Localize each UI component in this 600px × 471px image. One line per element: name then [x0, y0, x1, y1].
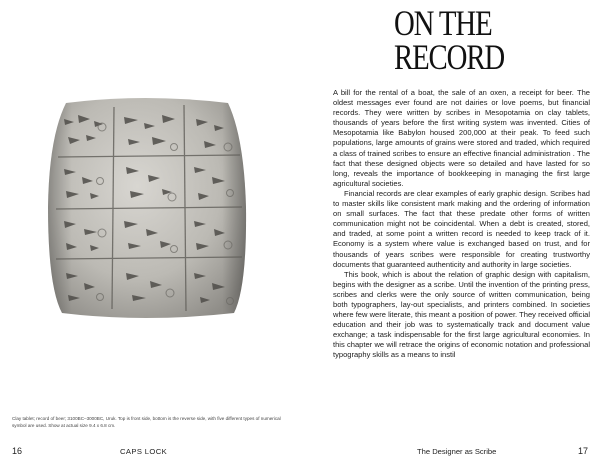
paragraph: This book, which is about the relation of graphic design with capitalism, begins with the designer as a scribe. Until the invention of the printing press, scribes and clerks were the only source of written communication, being both typographers, lay-out specialists, and printers combined. In societies where few were literate, this meant a position of power. They received official education and their job was to systematically track and document value exchange; a task indispensable for the first large agricultural economies. In this chapter we will retrace the origins of economic notation and professional typography skills as a means to instil: [333, 269, 590, 360]
body-text: [333, 88, 590, 361]
running-head-left: CAPS LOCK: [120, 447, 168, 456]
clay-tablet-image: [44, 97, 250, 320]
chapter-title-line-2: RECORD: [394, 37, 505, 77]
right-page: [300, 0, 600, 471]
figure-caption: Clay tablet; record of beer; 3100BC–3000BC, Uruk. Top is front side, bottom is the reverse side, with five different types of numerical symbol are used. Show at actual size 9.4 x 6.8 cm.: [12, 416, 281, 428]
chapter-title-line-1: ON THE: [394, 3, 492, 43]
chapter-title: [394, 3, 554, 77]
running-head-right: The Designer as Scribe: [417, 447, 497, 456]
paragraph: A bill for the rental of a boat, the sale of an oxen, a receipt for beer. The oldest messages ever found are not dairies or love poems, but financial records. They were written by scribes in Mesopotamia on clay tablets, thousands of years before the first writing system was invented. Cities of Mesopotamia like Babylon housed 200,000 at their peak. To feed such populations, large amounts of grains were stored and traded, which required a class of trained scribes to ensure an effective financial administration . The fact that these designed objects were so detailed and have lasted for so long, reveals the importance of bookkeeping in managing the first large agricultural societies.: [333, 88, 590, 188]
paragraph: Financial records are clear examples of early graphic design. Scribes had to master skills like consistent mark making and the ordering of information on small surfaces. The fact that these predate other forms of written communication might not be coincidental. When a debt is created, stored, and traded, at some point a written record is needed to keep track of it. Economy is a system where value is exchanged based on trust, and for thousands of years scribes were responsible for creating trustworthy documents that guaranteed authenticity and authority in large societies.: [333, 188, 590, 269]
page-number-left: 16: [12, 446, 23, 456]
page-number-right: 17: [577, 446, 588, 456]
